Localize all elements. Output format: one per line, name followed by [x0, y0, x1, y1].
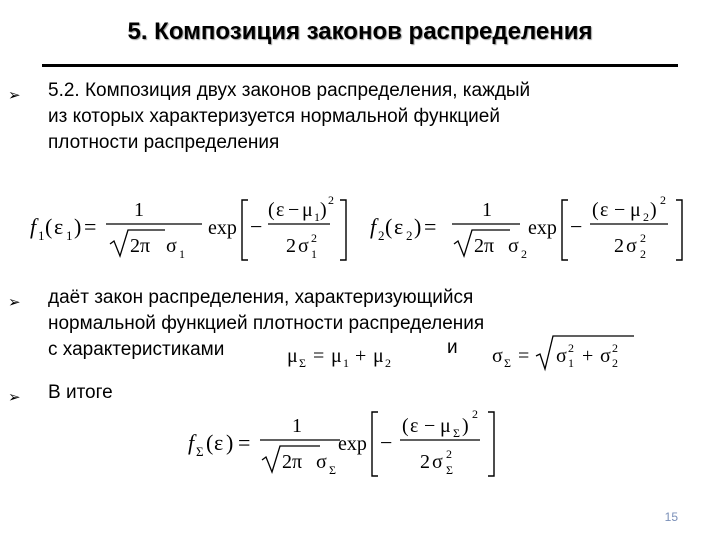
bullet-3-text [48, 380, 113, 406]
svg-text:σ: σ [600, 345, 611, 367]
svg-text:σ: σ [298, 235, 309, 257]
svg-text:−: − [288, 199, 300, 221]
svg-text:2: 2 [406, 228, 413, 243]
svg-text:2π: 2π [474, 235, 495, 257]
svg-text:(: ( [268, 199, 275, 221]
svg-text:=: = [518, 345, 530, 367]
svg-text:2: 2 [521, 247, 527, 261]
svg-text:=: = [84, 214, 97, 239]
text-line: с характеристиками [48, 339, 225, 360]
svg-text:1: 1 [482, 199, 492, 221]
svg-text:=: = [313, 345, 325, 367]
svg-text:Σ: Σ [299, 356, 306, 370]
svg-text:1: 1 [292, 415, 302, 437]
formula-mu-sum [285, 340, 415, 370]
svg-text:2: 2 [612, 341, 618, 355]
svg-text:σ: σ [316, 451, 327, 473]
svg-text:−: − [380, 430, 393, 455]
svg-text:μ: μ [302, 199, 313, 221]
bullet-marker: ➢ [8, 389, 21, 406]
text-line: плотности распределения [48, 132, 280, 153]
svg-text:Σ: Σ [196, 444, 204, 459]
svg-text:σ: σ [492, 345, 503, 367]
svg-text:μ: μ [630, 199, 641, 221]
svg-text:ε: ε [600, 199, 609, 221]
svg-text:ε: ε [410, 415, 419, 437]
svg-text:exp: exp [338, 433, 367, 455]
page-number: 15 [664, 510, 678, 524]
conjunction-and: и [447, 337, 458, 358]
svg-text:1: 1 [311, 247, 317, 261]
svg-text:σ: σ [166, 235, 177, 257]
svg-text:): ) [462, 415, 469, 437]
epsilon-sub: 1 [66, 228, 73, 243]
formula-sigma-sum [490, 332, 640, 372]
svg-text:2π: 2π [282, 451, 303, 473]
svg-text:σ: σ [432, 451, 443, 473]
svg-text:μ: μ [373, 345, 384, 367]
text-line: В итоге [48, 382, 113, 403]
svg-text:2: 2 [420, 451, 430, 473]
bullet-marker: ➢ [8, 87, 21, 104]
svg-text:(: ( [592, 199, 599, 221]
svg-text:Σ: Σ [453, 426, 460, 440]
svg-text:Σ: Σ [329, 463, 336, 477]
formula-func: f [30, 214, 37, 239]
svg-text:μ: μ [331, 345, 342, 367]
svg-text:=: = [424, 214, 437, 239]
numerator: 1 [134, 199, 144, 221]
svg-text:): ) [414, 214, 422, 239]
bullet-2-text [48, 285, 484, 363]
svg-text:): ) [320, 199, 327, 221]
svg-text:f: f [188, 430, 195, 455]
bullet-marker: ➢ [8, 294, 21, 311]
bullet-1-text [48, 78, 530, 156]
title-underline [42, 64, 678, 67]
svg-text:−: − [250, 214, 263, 239]
svg-text:exp: exp [208, 217, 237, 239]
formula-f2 [370, 188, 710, 266]
svg-text:ε: ε [214, 430, 224, 455]
svg-text:σ: σ [626, 235, 637, 257]
text-line: даёт закон распределения, характеризующийся [48, 287, 474, 308]
svg-text:2: 2 [378, 228, 385, 243]
text-line: нормальной функцией плотности распределения [48, 313, 485, 334]
svg-text:+: + [582, 345, 594, 367]
svg-text:μ: μ [287, 345, 298, 367]
svg-text:2: 2 [472, 407, 478, 421]
svg-text:2π: 2π [130, 235, 151, 257]
text-line: из которых характеризуется нормальной функцией [48, 106, 500, 127]
svg-text:−: − [614, 199, 626, 221]
text-line: 5.2. Композиция двух законов распределения, каждый [48, 80, 531, 101]
svg-text:): ) [650, 199, 657, 221]
svg-text:1: 1 [568, 356, 574, 370]
svg-text:−: − [424, 415, 436, 437]
svg-text:2: 2 [643, 210, 649, 224]
svg-text:ε: ε [276, 199, 285, 221]
svg-text:2: 2 [328, 193, 334, 207]
svg-text:1: 1 [343, 356, 349, 370]
svg-text:ε: ε [394, 214, 404, 239]
svg-text:2: 2 [640, 247, 646, 261]
svg-text:2: 2 [446, 447, 452, 461]
svg-text:(: ( [206, 430, 214, 455]
svg-text:=: = [238, 430, 251, 455]
svg-text:Σ: Σ [504, 356, 511, 370]
svg-text:+: + [355, 345, 367, 367]
svg-text:2: 2 [660, 193, 666, 207]
svg-text:2: 2 [640, 231, 646, 245]
svg-text:σ: σ [556, 345, 567, 367]
formula-sub: 1 [38, 228, 45, 243]
svg-text:2: 2 [612, 356, 618, 370]
svg-text:2: 2 [568, 341, 574, 355]
epsilon: ε [54, 214, 64, 239]
svg-text:2: 2 [614, 235, 624, 257]
svg-text:μ: μ [440, 415, 451, 437]
svg-text:(: ( [402, 415, 409, 437]
svg-text:f: f [370, 214, 377, 239]
svg-text:2: 2 [311, 231, 317, 245]
svg-text:): ) [74, 214, 82, 239]
formula-f-sum [188, 404, 508, 482]
svg-text:(: ( [385, 214, 393, 239]
svg-text:−: − [570, 214, 583, 239]
svg-text:exp: exp [528, 217, 557, 239]
svg-text:2: 2 [286, 235, 296, 257]
svg-text:Σ: Σ [446, 463, 453, 477]
svg-text:2: 2 [385, 356, 391, 370]
formula-f1 [30, 188, 370, 266]
svg-text:σ: σ [508, 235, 519, 257]
svg-text:(: ( [45, 214, 53, 239]
svg-text:1: 1 [179, 247, 185, 261]
slide-title: 5. Композиция законов распределения [127, 18, 593, 45]
svg-text:1: 1 [314, 210, 320, 224]
svg-text:): ) [226, 430, 234, 455]
